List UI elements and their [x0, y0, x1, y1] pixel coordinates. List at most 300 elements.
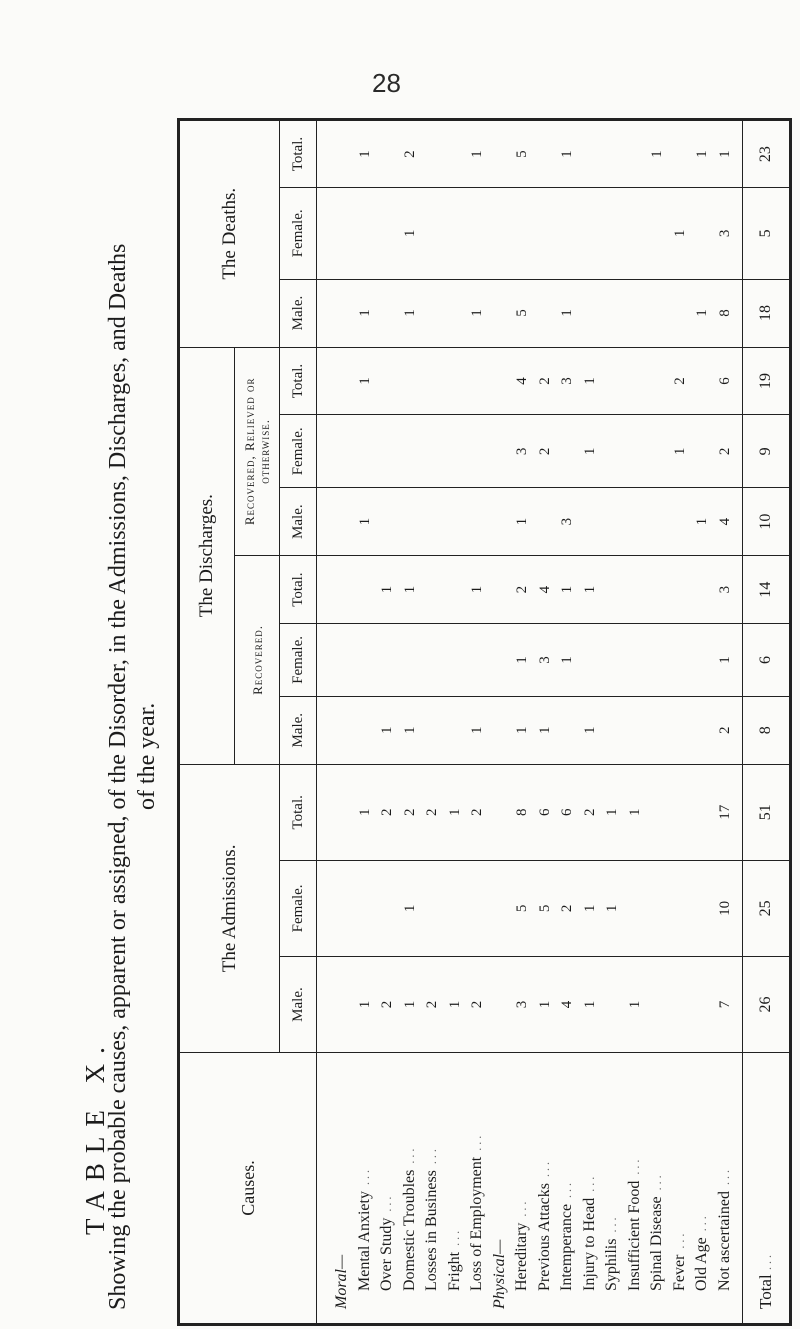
cell-value: 7	[716, 1000, 733, 1009]
cell-value: 1	[356, 150, 373, 158]
cell-value	[444, 861, 467, 956]
table-subtitle-continued: of the year.	[134, 702, 160, 810]
cell-value	[399, 624, 422, 696]
cell-value: 2	[424, 808, 440, 817]
cause-item: Insufficient Food ...	[625, 1156, 643, 1291]
cell-value: 3	[559, 377, 575, 385]
cell-value	[669, 957, 692, 1052]
rel-male-column	[317, 488, 743, 556]
cell-value	[579, 121, 602, 187]
cause-label: Domestic Troubles	[400, 1169, 418, 1291]
cell-value: 1	[401, 585, 418, 594]
cell-value	[421, 488, 444, 555]
cause-item: Injury to Head ...	[580, 1173, 598, 1291]
cell-value: 1	[401, 726, 418, 734]
cause-label: Losses in Business	[423, 1170, 440, 1291]
cell-value: 3	[536, 656, 553, 664]
cell-value: 1	[401, 229, 418, 238]
discharges-header: The Discharges.	[179, 347, 235, 764]
adm-total-column	[317, 764, 743, 860]
cell-value: 1	[401, 1000, 418, 1009]
cell-value	[691, 415, 714, 487]
rel-total-column	[317, 347, 743, 415]
cause-label: Not ascertained	[715, 1191, 733, 1291]
cell-value: 2	[379, 1000, 395, 1009]
cell-value	[646, 861, 669, 956]
cell-value	[601, 957, 624, 1052]
cause-label: Intemperance	[558, 1203, 575, 1291]
cell-value	[489, 415, 512, 487]
cell-value	[444, 556, 467, 623]
causes-list	[317, 1053, 743, 1325]
cell-value	[646, 697, 669, 764]
cell-value: 1	[446, 808, 463, 817]
cell-value	[691, 697, 714, 764]
cell-value	[444, 280, 467, 347]
cell-value	[624, 488, 647, 555]
cell-value: 3	[514, 1000, 530, 1009]
cell-value	[331, 957, 354, 1052]
cell-value: 1	[671, 229, 688, 238]
cell-value	[624, 280, 647, 347]
cell-value	[601, 348, 624, 415]
cell-value: 4	[716, 517, 733, 526]
cell-value: 2	[401, 150, 418, 158]
rec-male-column	[317, 696, 743, 764]
adm-female-header: Female.	[280, 860, 317, 956]
cell-value: 1	[581, 447, 598, 456]
causes-header: Causes.	[179, 1053, 317, 1325]
cell-value	[331, 188, 354, 278]
cell-value	[646, 957, 669, 1052]
cell-value	[376, 861, 399, 956]
cell-value: 3	[514, 447, 530, 456]
cell-value	[556, 697, 579, 764]
cell-value: 2	[424, 1000, 440, 1009]
cell-value	[444, 121, 467, 187]
cell-value	[601, 624, 624, 696]
cell-value	[691, 348, 714, 415]
relieved-header: Recovered, Relieved or otherwise.	[235, 347, 280, 556]
cell-value	[354, 556, 377, 623]
rec-male-total: 8	[743, 696, 791, 764]
cell-value: 2	[469, 1000, 485, 1009]
rec-female-total: 6	[743, 624, 791, 697]
cell-value	[444, 348, 467, 415]
cause-label: Mental Anxiety	[355, 1191, 373, 1291]
cell-value	[579, 188, 602, 278]
cell-value	[444, 415, 467, 487]
cell-value	[466, 624, 489, 696]
death-female-column	[317, 188, 743, 279]
cell-value	[421, 415, 444, 487]
cause-category	[331, 1063, 354, 1309]
cell-value: 1	[716, 150, 733, 158]
cell-value	[466, 861, 489, 956]
cell-value	[691, 188, 714, 278]
cell-value: 2	[671, 377, 688, 385]
cell-value: 3	[716, 585, 733, 594]
cell-value: 1	[694, 309, 710, 317]
cell-value	[354, 188, 377, 278]
cell-value	[534, 188, 557, 278]
cell-value	[669, 488, 692, 555]
cell-value	[331, 556, 354, 623]
cell-value	[489, 188, 512, 278]
rec-total-header: Total.	[280, 556, 317, 624]
cell-value	[579, 280, 602, 347]
cell-value: 1	[559, 150, 575, 158]
cell-value: 1	[514, 726, 530, 734]
cell-value	[421, 697, 444, 764]
cell-value	[489, 280, 512, 347]
cell-value: 17	[716, 804, 733, 820]
cell-value	[669, 861, 692, 956]
rel-male-total: 10	[743, 488, 791, 556]
cell-value	[534, 121, 557, 187]
cell-value	[444, 697, 467, 764]
cell-value	[579, 488, 602, 555]
cell-value	[331, 697, 354, 764]
page-number: 28	[372, 68, 401, 98]
cell-value	[691, 957, 714, 1052]
cell-value: 3	[716, 229, 733, 238]
cell-value: 2	[559, 904, 575, 913]
cell-value	[624, 348, 647, 415]
body-row	[317, 120, 743, 1325]
cell-value	[354, 624, 377, 696]
death-female-total: 5	[743, 188, 791, 279]
cell-value: 1	[581, 377, 598, 385]
death-total-header: Total.	[280, 120, 317, 188]
cell-value	[669, 556, 692, 623]
cell-value	[421, 861, 444, 956]
cell-value	[556, 415, 579, 487]
cell-value: 1	[514, 656, 530, 664]
cell-value: 1	[379, 726, 395, 734]
cell-value: 6	[559, 808, 575, 817]
cell-value	[399, 348, 422, 415]
recovered-header: Recovered.	[235, 556, 280, 765]
cell-value: 1	[446, 1000, 463, 1009]
causes-table-rotated	[177, 118, 775, 1326]
cell-value	[489, 765, 512, 860]
cause-label: Injury to Head	[580, 1197, 598, 1291]
cell-value: 1	[581, 904, 598, 913]
cell-value: 2	[536, 447, 553, 456]
cause-item: Syphilis ...	[603, 1214, 620, 1291]
cell-value: 4	[559, 1000, 575, 1009]
cell-value	[669, 697, 692, 764]
cell-value	[331, 624, 354, 696]
cause-label: Fever	[670, 1254, 688, 1291]
cell-value: 5	[514, 150, 530, 158]
admissions-header: The Admissions.	[179, 764, 280, 1052]
cell-value	[376, 624, 399, 696]
cell-value	[556, 188, 579, 278]
cell-value	[421, 280, 444, 347]
cell-value	[489, 556, 512, 623]
cell-value: 1	[559, 585, 575, 594]
cell-value: 1	[536, 1000, 553, 1009]
cause-label: Syphilis	[603, 1238, 620, 1291]
cell-value	[691, 861, 714, 956]
cell-value	[601, 280, 624, 347]
cell-value: 1	[649, 150, 665, 158]
cell-value: 1	[581, 1000, 598, 1009]
rel-total-total: 19	[743, 347, 791, 415]
cell-value	[331, 765, 354, 860]
cell-value: 4	[536, 585, 553, 594]
cell-value	[579, 624, 602, 696]
cell-value	[601, 488, 624, 555]
cell-value: 1	[356, 377, 373, 385]
cause-label: Hereditary	[513, 1222, 530, 1291]
cause-label: Over Study	[378, 1217, 395, 1291]
cell-value: 1	[469, 585, 485, 594]
rel-female-column	[317, 415, 743, 488]
cell-value	[646, 556, 669, 623]
cell-value	[601, 121, 624, 187]
adm-male-header: Male.	[280, 956, 317, 1052]
cell-value	[376, 348, 399, 415]
cell-value: 2	[716, 447, 733, 456]
table-title: TABLE X.	[80, 1037, 110, 1235]
cell-value	[399, 488, 422, 555]
cell-value: 1	[356, 808, 373, 817]
table-subtitle: Showing the probable causes, apparent or assigned, of the Disorder, in the Admissions, Discharges, and Deaths	[105, 243, 131, 1310]
cell-value	[624, 121, 647, 187]
cell-value: 5	[514, 309, 530, 317]
adm-female-total: 25	[743, 860, 791, 956]
cell-value	[624, 415, 647, 487]
cell-value: 1	[559, 309, 575, 317]
death-male-column	[317, 279, 743, 347]
cell-value: 1	[356, 1000, 373, 1009]
cell-value: 1	[469, 309, 485, 317]
cell-value: 1	[581, 726, 598, 734]
cell-value: 5	[514, 904, 530, 913]
cause-item: Mental Anxiety ...	[355, 1167, 373, 1291]
cell-value	[646, 280, 669, 347]
rel-total-header: Total.	[280, 347, 317, 415]
death-male-total: 18	[743, 279, 791, 347]
cell-value	[354, 415, 377, 487]
cell-value: 3	[559, 517, 575, 526]
cell-value: 1	[401, 309, 418, 317]
cause-label: Moral—	[333, 1254, 350, 1309]
cell-value: 2	[401, 808, 418, 817]
cell-value: 1	[559, 656, 575, 664]
cell-value	[669, 280, 692, 347]
cell-value	[331, 861, 354, 956]
adm-male-total: 26	[743, 956, 791, 1052]
cell-value: 1	[626, 808, 643, 817]
cell-value	[669, 624, 692, 696]
cause-item: Spinal Disease ...	[648, 1172, 665, 1291]
cause-label: Loss of Employment	[468, 1156, 485, 1291]
death-female-header: Female.	[280, 188, 317, 279]
cell-value	[691, 556, 714, 623]
cell-value	[646, 624, 669, 696]
cause-item: Over Study ...	[378, 1193, 395, 1291]
cell-value	[466, 188, 489, 278]
cell-value	[511, 188, 534, 278]
cell-value	[646, 188, 669, 278]
cell-value	[646, 765, 669, 860]
cell-value: 1	[469, 150, 485, 158]
death-total-column	[317, 120, 743, 188]
death-male-header: Male.	[280, 279, 317, 347]
rec-total-total: 14	[743, 556, 791, 624]
cause-item: Intemperance ...	[558, 1179, 575, 1291]
cause-item: Old Age ...	[693, 1213, 710, 1291]
cause-item: Losses in Business ...	[423, 1146, 440, 1291]
cell-value	[331, 121, 354, 187]
cell-value: 10	[716, 900, 733, 916]
cause-label: Spinal Disease	[648, 1196, 665, 1291]
death-total-total: 23	[743, 120, 791, 188]
cell-value	[354, 697, 377, 764]
cell-value: 2	[469, 808, 485, 817]
cell-value: 8	[514, 808, 530, 817]
adm-male-column	[317, 956, 743, 1052]
cause-label: Insufficient Food	[625, 1180, 643, 1291]
cell-value: 1	[626, 1000, 643, 1009]
cell-value: 1	[716, 656, 733, 664]
cause-label: Fright	[445, 1251, 463, 1291]
cell-value	[624, 624, 647, 696]
cell-value: 4	[514, 377, 530, 385]
total-label: Total ...	[743, 1053, 791, 1325]
adm-female-column	[317, 860, 743, 956]
cell-value: 1	[514, 517, 530, 526]
cell-value	[489, 624, 512, 696]
cell-value	[646, 415, 669, 487]
cause-label: Old Age	[693, 1237, 710, 1291]
cell-value	[421, 121, 444, 187]
cell-value	[376, 121, 399, 187]
cell-value: 1	[379, 585, 395, 594]
cell-value: 6	[536, 808, 553, 817]
cell-value: 2	[581, 808, 598, 817]
rec-female-column	[317, 624, 743, 697]
cell-value	[601, 415, 624, 487]
cell-value	[376, 415, 399, 487]
cell-value	[624, 697, 647, 764]
cell-value	[331, 280, 354, 347]
cell-value	[601, 697, 624, 764]
rec-male-header: Male.	[280, 696, 317, 764]
adm-total-header: Total.	[280, 764, 317, 860]
cell-value: 2	[379, 808, 395, 817]
cause-label: Physical—	[490, 1239, 508, 1309]
cell-value: 8	[716, 309, 733, 317]
cell-value	[376, 280, 399, 347]
cell-value	[331, 488, 354, 555]
cell-value	[331, 348, 354, 415]
cause-label: Previous Attacks	[535, 1183, 553, 1291]
cell-value	[534, 488, 557, 555]
rel-female-total: 9	[743, 415, 791, 488]
cell-value: 1	[536, 726, 553, 734]
cell-value	[466, 415, 489, 487]
cell-value	[376, 488, 399, 555]
cell-value: 1	[356, 517, 373, 526]
cell-value	[466, 348, 489, 415]
cause-item: Fever ...	[670, 1230, 688, 1291]
cell-value	[466, 488, 489, 555]
cell-value	[646, 488, 669, 555]
cell-value	[354, 861, 377, 956]
cell-value: 1	[401, 904, 418, 913]
cell-value	[421, 348, 444, 415]
cell-value	[624, 556, 647, 623]
cell-value	[421, 624, 444, 696]
cell-value	[669, 765, 692, 860]
cell-value: 1	[604, 808, 620, 817]
cause-item: Fright ...	[445, 1227, 463, 1291]
rel-male-header: Male.	[280, 488, 317, 556]
cell-value	[601, 556, 624, 623]
cell-value: 1	[356, 309, 373, 317]
cell-value: 1	[671, 447, 688, 456]
cell-value	[399, 415, 422, 487]
cell-value	[444, 624, 467, 696]
cell-value	[646, 348, 669, 415]
cell-value: 2	[716, 726, 733, 734]
rec-female-header: Female.	[280, 624, 317, 697]
cell-value: 2	[514, 585, 530, 594]
cause-item: Not ascertained ...	[715, 1167, 733, 1291]
cell-value	[444, 188, 467, 278]
deaths-header: The Deaths.	[179, 120, 280, 348]
cause-item: Domestic Troubles ...	[400, 1145, 418, 1291]
cell-value	[489, 348, 512, 415]
cell-value	[489, 861, 512, 956]
cell-value	[376, 188, 399, 278]
cause-item: Hereditary ...	[513, 1198, 530, 1291]
rel-female-header: Female.	[280, 415, 317, 488]
cell-value	[421, 556, 444, 623]
cell-value: 1	[604, 904, 620, 913]
cause-item: Loss of Employment ...	[468, 1132, 485, 1291]
cell-value: 5	[536, 904, 553, 913]
cell-value	[489, 121, 512, 187]
cell-value	[624, 188, 647, 278]
totals-row	[743, 120, 791, 1325]
causes-table	[177, 118, 792, 1326]
cell-value: 1	[469, 726, 485, 734]
cell-value	[421, 188, 444, 278]
cell-value	[669, 121, 692, 187]
cell-value: 1	[694, 517, 710, 526]
rec-total-column	[317, 556, 743, 624]
cause-item: Previous Attacks ...	[535, 1159, 553, 1291]
cell-value: 2	[536, 377, 553, 385]
cell-value	[624, 861, 647, 956]
cell-value	[534, 280, 557, 347]
cell-value	[601, 188, 624, 278]
cell-value	[331, 415, 354, 487]
cell-value	[489, 697, 512, 764]
cell-value: 6	[716, 377, 733, 385]
cell-value	[489, 488, 512, 555]
cell-value	[489, 957, 512, 1052]
cell-value	[691, 765, 714, 860]
cell-value	[444, 488, 467, 555]
cause-category	[489, 1063, 512, 1309]
